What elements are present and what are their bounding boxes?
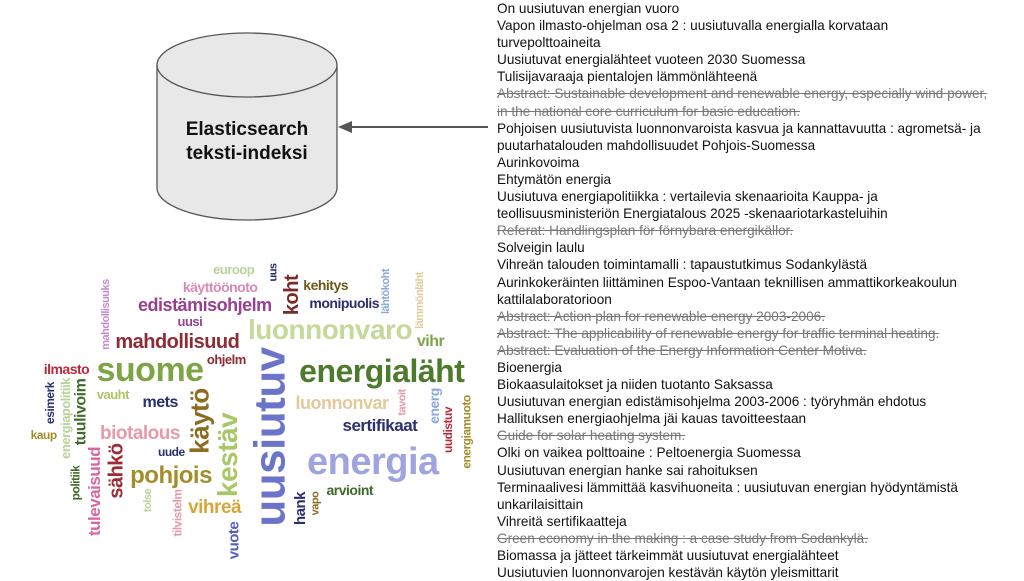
result-item: Vihreitä sertifikaatteja	[497, 513, 627, 529]
word-cloud-word: sähkö	[105, 443, 128, 500]
word-cloud-word: esimerk	[42, 382, 57, 425]
result-item: Hallituksen energiaohjelma jäi kauas tavoitteestaan	[497, 411, 807, 427]
result-item-removed: Abstract: The applicability of renewable energy for traffic terminal heating.	[497, 325, 940, 341]
result-item: Uusiutuvien luonnonvarojen kestävän käytön yleismittarit	[497, 565, 839, 581]
word-cloud-word: mahdollisuuks	[99, 279, 112, 350]
word-cloud-word: politiik	[68, 465, 83, 501]
word-cloud-word: vihr	[416, 332, 445, 350]
word-cloud-word: ohjelm	[206, 351, 246, 367]
word-cloud-word: ilmasto	[43, 360, 90, 377]
word-cloud-word: koht	[280, 274, 303, 316]
word-cloud-word: edistämisohjelm	[138, 294, 272, 315]
word-cloud-word: euroop	[213, 262, 255, 278]
word-cloud-word: käytö	[184, 388, 215, 454]
word-cloud-word: energiamuoto	[459, 395, 474, 469]
word-cloud-word: lämmönläht	[413, 271, 426, 329]
word-cloud-word: luonnonvaro	[248, 314, 413, 345]
search-results-list	[497, 0, 989, 581]
word-cloud-word: suome	[96, 351, 204, 389]
result-item: Olki on vaikea polttoaine : Peltoenergia Suomessa	[497, 445, 801, 461]
word-cloud-word: tilvistelm	[170, 489, 185, 537]
result-item: Biomassa ja jätteet tärkeimmät uusiutuvat energialähteet	[497, 548, 839, 563]
index-label	[157, 118, 337, 166]
word-cloud-word: mahdollisuud	[115, 330, 240, 353]
word-cloud-word: sertifikaat	[342, 415, 418, 435]
word-cloud-word: luonnonvar	[295, 393, 389, 414]
result-item: Aurinkovoima	[497, 154, 580, 170]
word-cloud-word: mets	[142, 394, 178, 411]
word-cloud-word: vuote	[225, 522, 243, 560]
result-item: Terminaalivesi lämmittää kasvihuoneita : uusiutuvan energian hyödyntämistä unkarilaisittain	[497, 479, 958, 512]
arrow-to-index	[338, 121, 488, 133]
word-cloud-word: vapo	[309, 491, 322, 516]
result-item-removed: Abstract: Action plan for renewable energy 2003-2006.	[497, 308, 825, 324]
result-item: Aurinkokeräinten liittäminen Espoo-Vantaan teknillisen ammattikorkeakoulun kattilalaboratorioon	[497, 274, 957, 307]
result-item: Uusiutuvat energialähteet vuoteen 2030 Suomessa	[497, 52, 806, 68]
word-cloud-word: monipuolis	[309, 294, 380, 311]
word-cloud-word: vauht	[96, 387, 129, 403]
word-cloud-word: tulevaisuud	[85, 446, 105, 536]
word-cloud-word: hank	[292, 491, 310, 525]
word-cloud-word: käyttöönoto	[182, 278, 258, 295]
index-label-line2: teksti-indeksi	[186, 143, 308, 164]
word-cloud-word: energ	[425, 388, 442, 424]
word-cloud-word: energiapolitiik	[57, 378, 73, 460]
word-cloud-word: lähtökoht	[380, 269, 393, 315]
word-cloud-word: uusi	[177, 314, 203, 330]
word-cloud-word: uusiutuv	[245, 347, 295, 527]
result-item-removed: Abstract: Evaluation of the Energy Information Center Motiva.	[497, 342, 867, 358]
word-cloud-word: kaup	[30, 428, 57, 443]
index-label-line1: Elasticsearch	[185, 119, 309, 140]
result-item: Vapon ilmasto-ohjelman osa 2 : uusiutuvalla energialla korvataan turvepolttoaineita	[497, 18, 889, 51]
word-cloud-word: arvioint	[326, 482, 374, 498]
result-item: Uusiutuvan energian hanke sai rahoituksen	[497, 462, 758, 478]
word-cloud-word: pohjois	[130, 462, 212, 490]
result-item: Tulisijavaraaja pientalojen lämmönlähteenä	[497, 69, 758, 85]
word-cloud-word: energialäht	[299, 352, 465, 389]
result-item: Bioenergia	[497, 359, 562, 375]
result-item-removed: Referat: Handlingsplan för förnybara energikällor.	[497, 223, 794, 239]
word-cloud-word: tavoit	[397, 388, 410, 416]
result-item-removed: Guide for solar heating system.	[497, 428, 686, 444]
word-cloud-word: kehitys	[303, 277, 349, 294]
word-cloud-word: vihreä	[188, 497, 242, 519]
word-cloud-word: uude	[158, 444, 185, 459]
word-cloud-word: uudistuv	[441, 407, 456, 454]
word-cloud-word: biotalous	[100, 422, 180, 444]
result-item: On uusiutuvan energian vuoro	[497, 1, 680, 16]
word-cloud-word: kestäv	[212, 412, 244, 498]
result-item: Solveigin laulu	[497, 240, 585, 256]
result-item: Vihreän talouden toimintamalli : tapaustutkimus Sodankylästä	[497, 257, 868, 273]
word-cloud-word: tuulivoim	[72, 378, 90, 446]
result-item-removed: Abstract: Sustainable development and renewable energy, especially wind power, in the national core curriculum for basic education.	[497, 86, 988, 119]
word-cloud-word: tolse	[141, 489, 154, 513]
result-item: Uusiutuvan energian edistämisohjelma 2003-2006 : työryhmän ehdotus	[497, 394, 927, 410]
word-cloud-word: energia	[307, 441, 439, 483]
result-item: Ehtymätön energia	[497, 171, 612, 187]
result-item: Pohjoisen uusiutuvista luonnonvaroista kasvua ja kannattavuutta : agrometsä- ja puutarhatalouden mahdollisuudet Pohjois-Suomessa	[497, 120, 981, 153]
result-item-removed: Green economy in the making : a case study from Sodankylä.	[497, 530, 868, 546]
result-item: Biokaasulaitokset ja niiden tuotanto Saksassa	[497, 377, 773, 393]
result-item: Uusiutuva energiapolitiikka : vertailevia skenaarioita Kauppa- ja teollisuusministeriön Energiatalous 2025 -skenaariotarkasteluihin	[497, 189, 888, 222]
word-cloud-word: uus	[267, 263, 280, 282]
